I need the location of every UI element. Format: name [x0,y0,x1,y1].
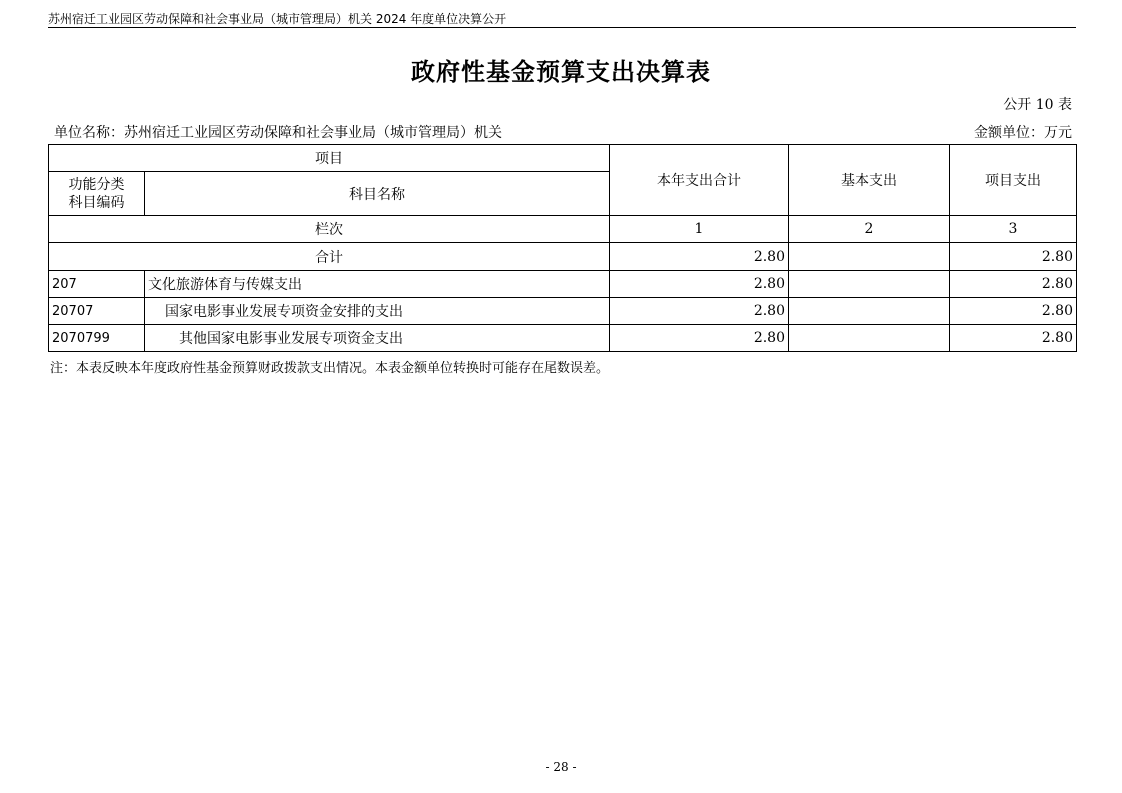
document-title: 政府性基金预算支出决算表 [411,58,711,86]
table-row [49,325,1077,352]
total-basic [789,243,950,271]
unit-name: 单位名称：苏州宿迁工业园区劳动保障和社会事业局（城市管理局）机关 [54,125,502,141]
total-amount: 2.80 [610,243,789,271]
row-name: 文化旅游体育与传媒支出 [145,271,610,298]
row-project: 2.80 [950,271,1077,298]
row-total: 2.80 [610,325,789,352]
page-number: - 28 - [545,760,577,774]
table-number: 公开 10 表 [1003,97,1072,113]
row-basic [789,325,950,352]
row-name: 其他国家电影事业发展专项资金支出 [145,325,610,352]
header-name: 科目名称 [145,172,610,216]
column-index-row [49,216,1077,243]
running-header: 苏州宿迁工业园区劳动保障和社会事业局（城市管理局）机关 2024 年度单位决算公开 [48,12,507,26]
row-name: 国家电影事业发展专项资金安排的支出 [145,298,610,325]
row-basic [789,271,950,298]
row-project: 2.80 [950,298,1077,325]
column-index-label: 栏次 [49,216,610,243]
footnote: 注：本表反映本年度政府性基金预算财政拨款支出情况。本表金额单位转换时可能存在尾数误差。 [50,361,610,376]
header-item: 项目 [49,145,610,172]
table-row [49,298,1077,325]
column-index-3: 3 [950,216,1077,243]
header-project: 项目支出 [950,145,1077,216]
header-rule [48,27,1076,28]
row-total: 2.80 [610,298,789,325]
row-code: 20707 [49,298,145,325]
column-index-2: 2 [789,216,950,243]
row-code: 2070799 [49,325,145,352]
header-row-1 [49,145,1077,172]
total-project: 2.80 [950,243,1077,271]
column-index-1: 1 [610,216,789,243]
total-row [49,243,1077,271]
header-code-line2: 科目编码 [68,194,125,211]
budget-expenditure-table [48,144,1077,352]
row-project: 2.80 [950,325,1077,352]
row-basic [789,298,950,325]
total-label: 合计 [49,243,610,271]
header-code [49,172,145,216]
amount-unit: 金额单位：万元 [974,125,1072,141]
row-code: 207 [49,271,145,298]
row-total: 2.80 [610,271,789,298]
header-basic: 基本支出 [789,145,950,216]
header-total: 本年支出合计 [610,145,789,216]
header-code-line1: 功能分类 [68,176,125,193]
table-row [49,271,1077,298]
